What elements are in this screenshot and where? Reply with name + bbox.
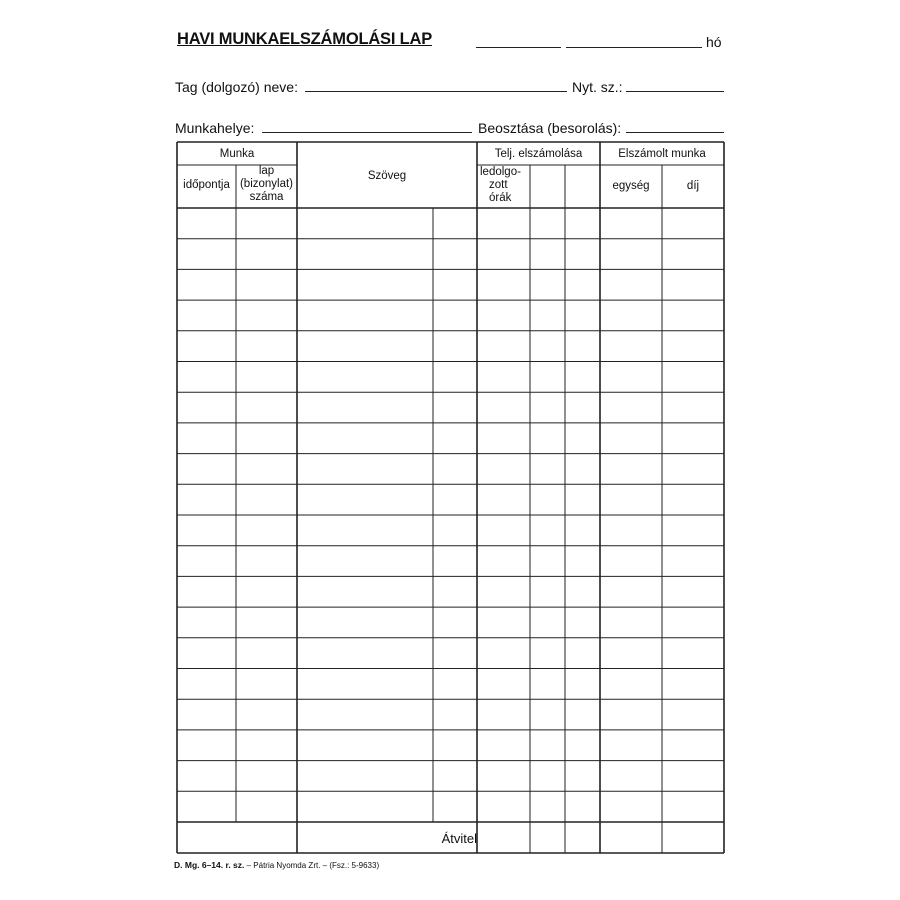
form-footer (174, 860, 379, 870)
name-label: Tag (dolgozó) neve: (175, 79, 298, 95)
form-title: HAVI MUNKAELSZÁMOLÁSI LAP (177, 30, 433, 48)
col-header-hours (477, 166, 533, 205)
carry-forward-label: Átvitel (441, 831, 477, 846)
printer-info: – Pátria Nyomda Zrt. – (Fsz.: 5-9633) (246, 861, 380, 870)
col-header-sheet-line-1: lap (258, 165, 275, 177)
col-header-sheet (236, 165, 297, 204)
col-header-hours-line-1: ledolgo- (480, 166, 521, 178)
col-header-unit: egység (612, 180, 650, 192)
col-header-sheet-line-2: (bizonylat) (239, 178, 294, 190)
group-header-elszamolt: Elszámolt munka (618, 148, 706, 160)
month-suffix: hó (706, 34, 722, 50)
workplace-label: Munkahelye: (175, 120, 255, 136)
col-header-hours-line-3: órák (489, 192, 512, 204)
group-header-munka: Munka (219, 148, 255, 160)
col-header-date: időpontja (183, 179, 230, 191)
position-label: Beosztása (besorolás): (478, 120, 622, 136)
col-header-fee: díj (686, 180, 700, 192)
col-header-hours-line-2: zott (489, 179, 508, 191)
form-code: D. Mg. 6–14. r. sz. (174, 860, 245, 870)
nyt-label: Nyt. sz.: (572, 79, 623, 95)
col-header-text: Szöveg (367, 170, 407, 182)
col-header-sheet-line-3: száma (249, 191, 284, 203)
group-header-telj: Telj. elszámolása (494, 148, 583, 160)
